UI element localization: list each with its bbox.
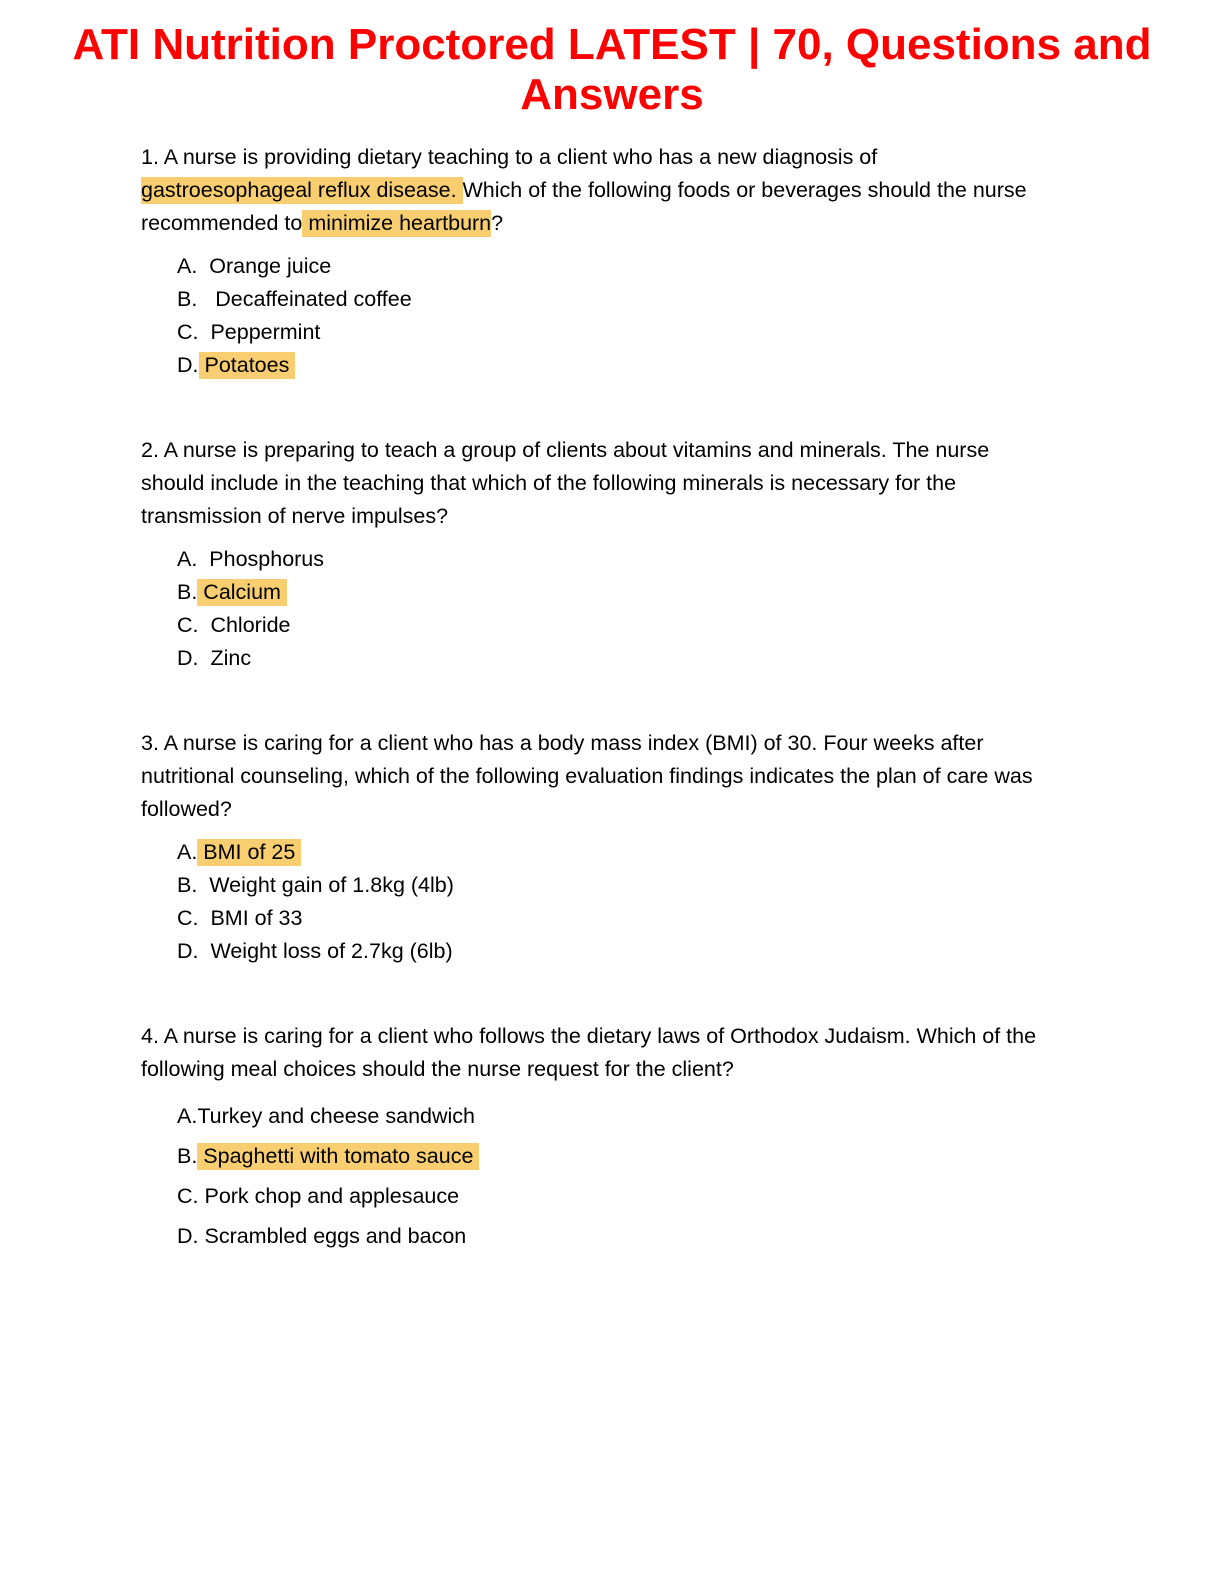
question-spacer	[141, 978, 1041, 1020]
answer-option[interactable]	[177, 250, 1041, 283]
question-block-3	[141, 727, 1041, 968]
option-letter: C.	[177, 613, 199, 637]
answer-option[interactable]	[177, 935, 1041, 968]
answer-option[interactable]	[177, 283, 1041, 316]
option-letter: A.	[177, 840, 198, 864]
answer-options-1	[141, 250, 1041, 382]
option-letter: B.	[177, 287, 198, 311]
question-stem-2: 2. A nurse is preparing to teach a group of clients about vitamins and minerals. The nurse should include in the teaching that which of the following minerals is necessary for the transmission of nerve impulses?	[141, 438, 990, 528]
option-text: Peppermint	[198, 320, 321, 344]
option-text: Orange juice	[197, 254, 332, 278]
option-text: Weight loss of 2.7kg (6lb)	[198, 939, 453, 963]
question-stem-4: 4. A nurse is caring for a client who follows the dietary laws of Orthodox Judaism. Which of the following meal choices should the nurse request for the client?	[141, 1024, 1037, 1081]
option-text: Chloride	[198, 613, 291, 637]
option-letter: D.	[177, 353, 199, 377]
stem-highlight: gastroesophageal reflux disease.	[141, 178, 463, 202]
option-letter: B.	[177, 580, 198, 604]
option-letter: A.	[177, 254, 198, 278]
option-text: Decaffeinated coffee	[197, 287, 412, 311]
question-spacer	[141, 685, 1041, 727]
answer-options-2	[141, 543, 1041, 675]
answer-option[interactable]	[177, 1176, 1041, 1216]
answer-options-4	[141, 1096, 1041, 1256]
answer-option[interactable]	[177, 642, 1041, 675]
question-stem-1	[141, 141, 1041, 240]
question-spacer	[141, 392, 1041, 434]
answer-option[interactable]	[177, 869, 1041, 902]
questions-container	[141, 141, 1041, 1266]
option-letter: C.	[177, 1184, 199, 1208]
option-text-highlighted: Calcium	[197, 580, 287, 604]
answer-option[interactable]	[177, 1096, 1041, 1136]
option-text: Scrambled eggs and bacon	[198, 1224, 467, 1248]
answer-option[interactable]	[177, 902, 1041, 935]
option-letter: C.	[177, 906, 199, 930]
answer-option[interactable]	[177, 543, 1041, 576]
answer-option-selected[interactable]	[177, 836, 1041, 869]
answer-option-selected[interactable]	[177, 1136, 1041, 1176]
question-block-2	[141, 434, 1041, 675]
option-text-highlighted: BMI of 25	[197, 840, 302, 864]
option-letter: A.	[177, 547, 198, 571]
page-title: ATI Nutrition Proctored LATEST | 70, Questions and Answers	[72, 20, 1152, 119]
answer-option[interactable]	[177, 316, 1041, 349]
option-text: Zinc	[198, 646, 252, 670]
option-letter: A.	[177, 1104, 198, 1128]
option-text: Weight gain of 1.8kg (4lb)	[197, 873, 454, 897]
answer-option[interactable]	[177, 1216, 1041, 1256]
answer-option[interactable]	[177, 609, 1041, 642]
option-text: BMI of 33	[198, 906, 303, 930]
option-letter: B.	[177, 1144, 198, 1168]
question-block-4	[141, 1020, 1041, 1256]
option-text: Pork chop and applesauce	[198, 1184, 460, 1208]
option-text-highlighted: Spaghetti with tomato sauce	[197, 1144, 480, 1168]
option-text-highlighted: Potatoes	[198, 353, 296, 377]
answer-option-selected[interactable]	[177, 576, 1041, 609]
option-letter: D.	[177, 1224, 199, 1248]
option-letter: D.	[177, 939, 199, 963]
question-block-1	[141, 141, 1041, 382]
stem-segment: ?	[491, 211, 504, 235]
option-letter: D.	[177, 646, 199, 670]
option-letter: B.	[177, 873, 198, 897]
option-letter: C.	[177, 320, 199, 344]
answer-options-3	[141, 836, 1041, 968]
stem-highlight: minimize heartburn	[302, 211, 492, 235]
stem-segment: 1. A nurse is providing dietary teaching to a client who has a new diagnosis of	[141, 145, 878, 169]
option-text: Phosphorus	[197, 547, 325, 571]
answer-option-selected[interactable]	[177, 349, 1041, 382]
question-stem-3: 3. A nurse is caring for a client who has a body mass index (BMI) of 30. Four weeks after nutritional counseling, which of the following evaluation findings indicates the plan of care was followed?	[141, 731, 1033, 821]
stem-segment: Which of the following foods or beverages should the nurse recommended to	[141, 178, 1027, 235]
option-text: Turkey and cheese sandwich	[197, 1104, 475, 1128]
